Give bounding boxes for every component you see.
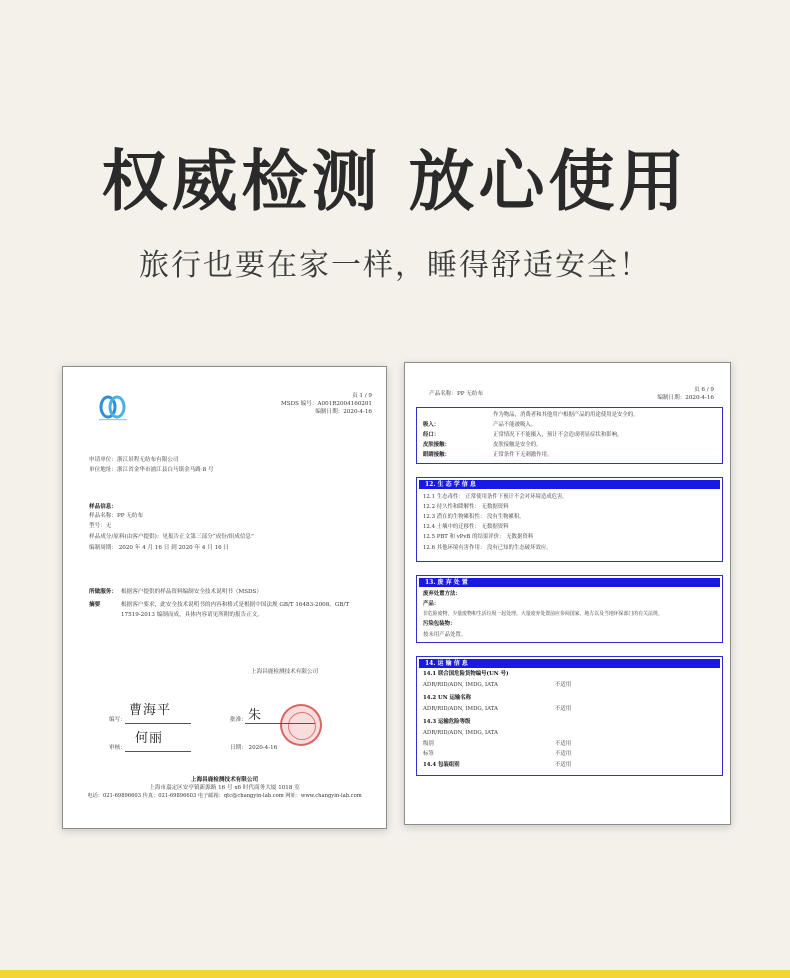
sec14-label: 14.2 UN 运输名称 [423, 695, 472, 701]
sample-composition: 样品成分/原料(由客户提供)：见报告正文第三部分“成份/组成信息” [89, 534, 254, 540]
sec14-label: 14.4 包装组别 [423, 762, 460, 768]
sec14-label: 级别 [423, 741, 434, 747]
sec14-value: 不适用 [555, 682, 572, 688]
summary-text-2: 17519-2013 编制而成，具体内容请见所附的报告正文。 [121, 612, 263, 618]
compiler-label: 编写： [109, 717, 126, 723]
sec14-label: 14.3 运输危险等级 [423, 719, 471, 725]
compile-period: 编制周期： 2020 年 4 月 16 日 到 2020 年 4 月 16 日 [89, 545, 230, 551]
sec11-label: 吸入： [423, 422, 440, 428]
sec11-label: 眼睛接触： [423, 452, 450, 458]
footer-contact: 电话：021-69896603 传真：021-69896603 电子邮箱：qtc@changyin-lab.com 网址：www.changyin-lab.com [87, 793, 362, 799]
subline: 旅行也要在家一样，睡得舒适安全！ [139, 248, 651, 283]
reviewer-line [125, 751, 191, 752]
sec12-row: 12.6 其他环境有害作用： 没有已知的生态破坏效应。 [423, 545, 552, 551]
sec14-label: ADR/RID/ADN, IMDG, IATA [423, 730, 498, 736]
compile-date: 编制日期：2020-4-16 [657, 395, 714, 401]
applicant: 申请单位：浙江景程无纺布有限公司 [89, 457, 179, 463]
sec12-row: 12.3 潜在的生物累积性： 没有生物累积。 [423, 514, 525, 520]
sec11-value: 正常条件下无刺激作用。 [493, 452, 553, 458]
sec14-label: 14.1 联合国危险货物编号(UN 号) [423, 671, 509, 677]
sec11-value: 皮肤接触是安全的。 [493, 442, 542, 448]
sec13-row: 污染包装物： [423, 621, 456, 627]
section-13-disposal [416, 575, 723, 643]
section-12-ecology [416, 477, 723, 562]
section-13-header: 13. 废 弃 处 置 [419, 578, 720, 587]
section-12-header: 12. 生 态 学 信 息 [419, 480, 720, 489]
reviewer-label: 审核： [109, 745, 126, 751]
company-seal [280, 704, 322, 746]
sec14-label: 标签 [423, 751, 434, 757]
headline: 权威检测 放心使用 [101, 143, 689, 220]
sec13-row: 按未用产品处置。 [423, 632, 467, 638]
compile-date: 编制日期：2020-4-16 [315, 409, 372, 415]
page-number: 页 1 / 9 [352, 393, 372, 399]
msds-page-6 [404, 362, 731, 825]
company-logo-icon [95, 393, 131, 423]
applicant-address: 单位地址：浙江省金华市浦江县白马镇金马路 8 号 [89, 467, 214, 473]
msds-number: MSDS 编号：A001R2004160201 [281, 401, 372, 407]
sec13-row: 非危险废物，少量废物和生活垃圾一起处理。大量废弃处置前应参阅国家、地方以及当地环保部门的有关法规。 [423, 611, 663, 617]
sec14-value: 不适用 [555, 706, 572, 712]
sec11-label: 经口： [423, 432, 440, 438]
approver-label: 批准： [230, 717, 247, 723]
sec12-row: 12.2 持久性和降解性： 无数据资料 [423, 504, 509, 510]
msds-cover-page [62, 366, 387, 829]
sec13-row: 废弃处置方法： [423, 591, 461, 597]
footer-address: 上海市嘉定区安亭镇新源路 16 号 x6 时代商务大厦 1018 室 [149, 785, 300, 791]
service-text: 根据客户提供的样品资料编制安全技术说明书（MSDS） [121, 589, 262, 595]
compiler-signature: 曹海平 [129, 703, 172, 718]
sample-name: 样品名称：PP 无纺布 [89, 513, 144, 519]
sample-info-title: 样品信息： [89, 504, 117, 510]
sec14-value: 不适用 [555, 741, 572, 747]
sec14-label: ADR/RID/ADN, IMDG, IATA [423, 706, 498, 712]
compiler-line [125, 723, 191, 724]
sec12-row: 12.4 土壤中的迁移性： 无数据资料 [423, 524, 509, 530]
service-label: 所做服务： [89, 589, 117, 595]
approver-signature: 朱 [248, 708, 263, 723]
bottom-accent-bar [0, 970, 790, 978]
sec13-row: 产品： [423, 601, 440, 607]
sec11-label: 皮肤接触： [423, 442, 450, 448]
section-14-header: 14. 运 输 信 息 [419, 659, 720, 668]
approver-line [245, 723, 315, 724]
sec11-value: 作为物品，消费者和其他用户根据产品的用途使用是安全的。 [493, 412, 639, 418]
section-11-continued [416, 407, 723, 464]
sample-model: 型号：无 [89, 523, 112, 529]
sign-date: 日期： 2020-4-16 [230, 745, 278, 751]
sec14-label: ADR/RID/ADN, IMDG, IATA [423, 682, 498, 688]
sec14-value: 不适用 [555, 751, 572, 757]
sec11-value: 正常情况下不能摄入，预计不会造成明显症状和影响。 [493, 432, 623, 438]
summary-text-1: 根据客户要求，此安全技术说明书的内容和格式是根据中国法规 GB/T 16483-2008、GB/T [121, 602, 350, 608]
sec11-value: 产品不能被吸入。 [493, 422, 537, 428]
summary-label: 摘要 [89, 602, 101, 608]
sec14-value: 不适用 [555, 762, 572, 768]
sec12-row: 12.1 生态毒性： 正常使用条件下预计不会对环境造成危害。 [423, 494, 568, 500]
sec12-row: 12.5 PBT 和 vPvB 的结果评价： 无数据资料 [423, 534, 534, 540]
footer-company: 上海昌鹿检测技术有限公司 [190, 777, 259, 783]
company-name: 上海昌鹿检测技术有限公司 [251, 669, 319, 675]
reviewer-signature: 何丽 [135, 731, 164, 746]
page-number: 页 6 / 9 [694, 387, 714, 393]
product-name: 产品名称：PP 无纺布 [429, 391, 484, 397]
section-14-transport [416, 656, 723, 776]
